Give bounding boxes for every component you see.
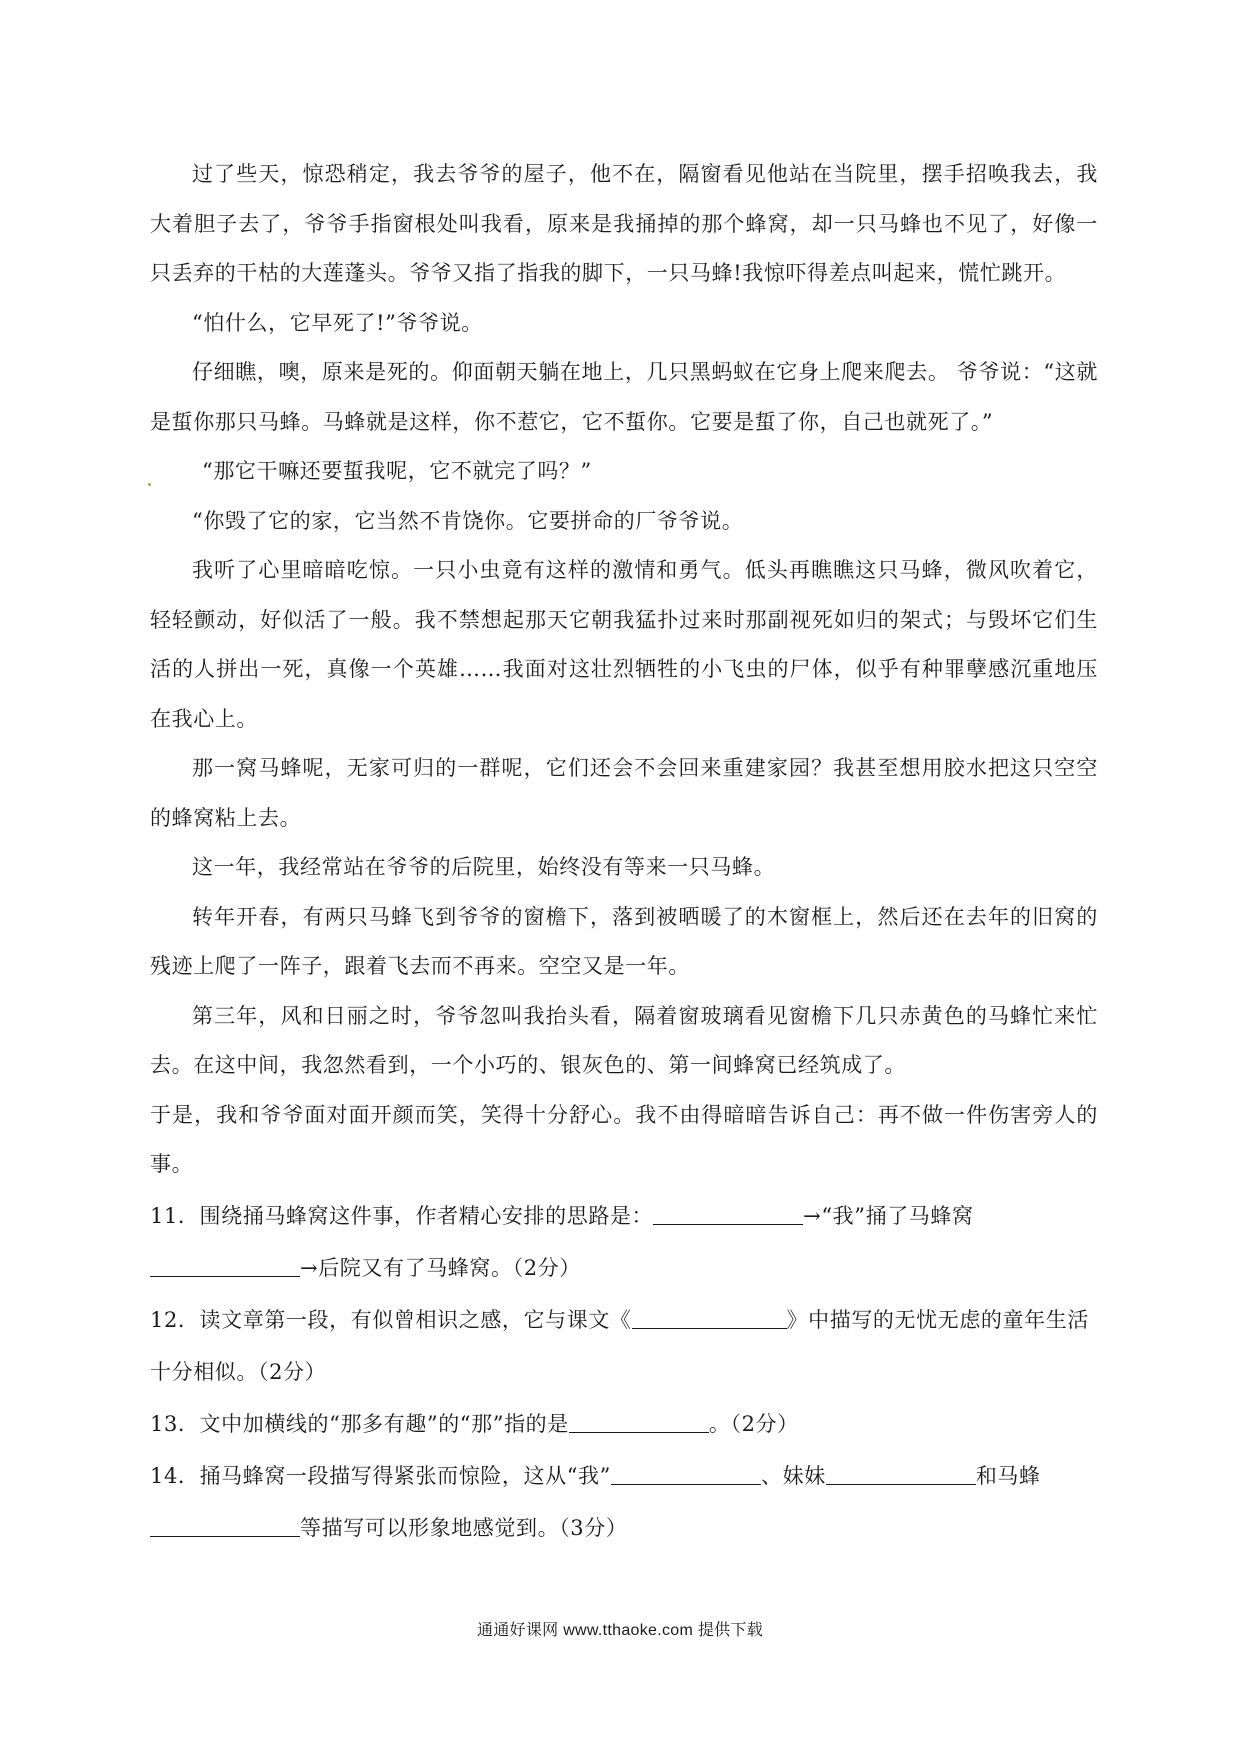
question-12-blank[interactable]: [632, 1308, 787, 1329]
question-14-blank-2[interactable]: [826, 1464, 976, 1485]
passage-paragraph-11: 于是，我和爷爷面对面开颜而笑，笑得十分舒心。我不由得暗暗告诉自己：再不做一件伤害旁人的事。: [150, 1102, 1098, 1176]
document-page: [150, 150, 1098, 1554]
passage-paragraph-10: 第三年，风和日丽之时，爷爷忽叫我抬头看，隔着窗玻璃看见窗檐下几只赤黄色的马蜂忙来忙去。在这中间，我忽然看到，一个小巧的、银灰色的、第一间蜂窝已经筑成了。: [150, 1003, 1098, 1077]
question-11-text-c: →后院又有了马蜂窝。（2分）: [300, 1255, 581, 1280]
question-13: [150, 1398, 1098, 1450]
scan-speck: [148, 483, 151, 486]
question-14-text-b: 、妹妹: [761, 1463, 826, 1488]
passage-paragraph-6: 我听了心里暗暗吃惊。一只小虫竟有这样的激情和勇气。低头再瞧瞧这只马蜂，微风吹着它，轻轻颤动，好似活了一般。我不禁想起那天它朝我猛扑过来时那副视死如归的架式；与毁坏它们生活的人拼出一死，真像一个英雄……我面对这壮烈牺牲的小飞虫的尸体，似乎有种罪孽感沉重地压在我心上。: [150, 558, 1098, 731]
passage-paragraph-7: 那一窝马蜂呢，无家可归的一群呢，它们还会不会回来重建家园？我甚至想用胶水把这只空空的蜂窝粘上去。: [150, 756, 1098, 830]
question-11: [150, 1190, 1098, 1294]
question-12-text-b: 》中描写的无忧无虑的童年生活十分相似。（2分）: [150, 1307, 1089, 1384]
passage-paragraph-2: “怕什么，它早死了!”爷爷说。: [192, 310, 483, 335]
question-14-blank-3[interactable]: [150, 1516, 300, 1537]
question-11-blank-2[interactable]: [150, 1256, 300, 1277]
page-footer: 通通好课网 www.tthaoke.com 提供下载: [476, 1622, 764, 1639]
passage-paragraph-4: “那它干嘛还要蜇我呢，它不就完了吗？”: [202, 459, 592, 483]
question-11-text-a: 11．围绕捅马蜂窝这件事，作者精心安排的思路是：: [150, 1203, 654, 1228]
question-12-text-a: 12．读文章第一段，有似曾相识之感，它与课文《: [150, 1307, 632, 1332]
passage-paragraph-5: “你毁了它的家，它当然不肯饶你。它要拼命的厂爷爷说。: [192, 508, 744, 533]
question-13-blank[interactable]: [569, 1412, 709, 1433]
passage-paragraph-3: 仔细瞧，噢，原来是死的。仰面朝天躺在地上，几只黑蚂蚁在它身上爬来爬去。 爷爷说：“这就是蜇你那只马蜂。马蜂就是这样，你不惹它，它不蜇你。它要是蜇了你，自己也就死了。”: [150, 360, 1098, 434]
question-11-blank-1[interactable]: [653, 1204, 803, 1225]
passage-paragraph-9: 转年开春，有两只马蜂飞到爷爷的窗檐下，落到被晒暖了的木窗框上，然后还在去年的旧窝的残迹上爬了一阵子，跟着飞去而不再来。空空又是一年。: [150, 904, 1098, 978]
passage-paragraph-8: 这一年，我经常站在爷爷的后院里，始终没有等来一只马蜂。: [192, 855, 776, 879]
question-14-text-d: 等描写可以形象地感觉到。（3分）: [300, 1515, 628, 1540]
question-14: [150, 1450, 1098, 1554]
question-14-text-a: 14．捅马蜂窝一段描写得紧张而惊险，这从“我”: [150, 1463, 611, 1488]
question-13-text-a: 13．文中加横线的“那多有趣”的“那”指的是: [150, 1411, 569, 1436]
question-12: [150, 1294, 1098, 1398]
question-14-text-c: 和马蜂: [975, 1463, 1041, 1488]
question-14-blank-1[interactable]: [611, 1464, 761, 1485]
question-11-text-b: →“我”捅了马蜂窝: [803, 1203, 974, 1228]
question-13-text-b: 。（2分）: [708, 1411, 799, 1436]
passage-paragraph-1: 过了些天，惊恐稍定，我去爷爷的屋子，他不在，隔窗看见他站在当院里，摆手招唤我去，我大着胆子去了，爷爷手指窗根处叫我看，原来是我捅掉的那个蜂窝，却一只马蜂也不见了，好像一只丢弃的干枯的大莲蓬头。爷爷又指了指我的脚下，一只马蜂!我惊吓得差点叫起来，慌忙跳开。: [150, 162, 1098, 285]
